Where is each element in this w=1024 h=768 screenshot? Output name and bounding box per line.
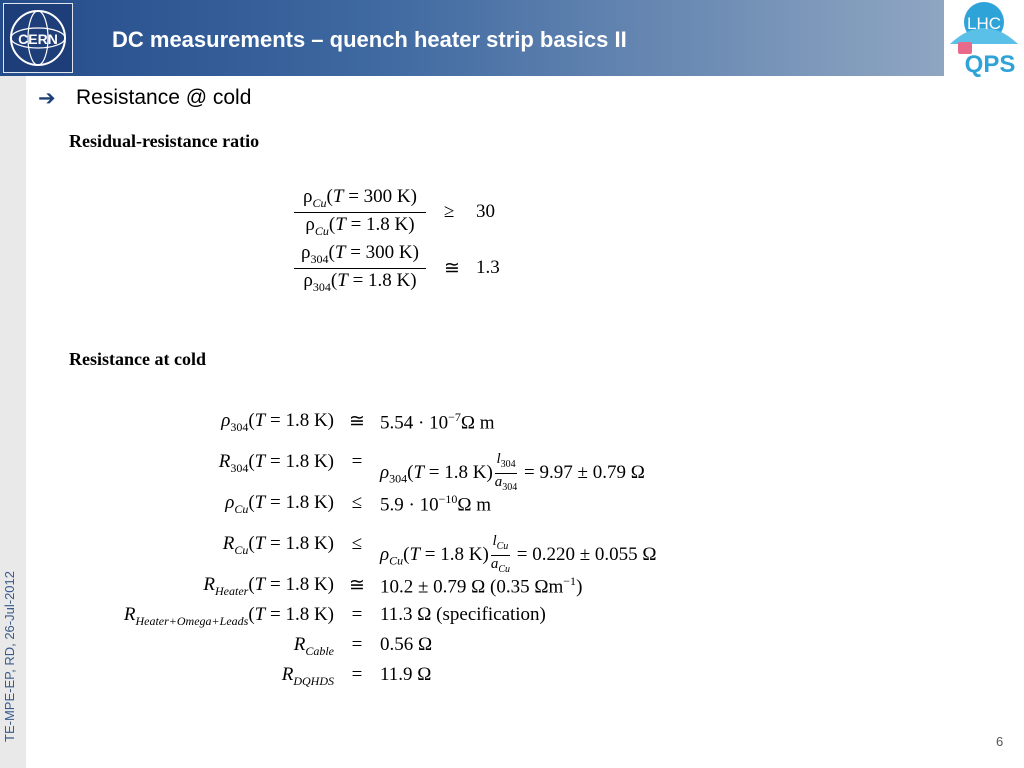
equation-row <box>0 574 1024 604</box>
rrr-304-relation: ≅ <box>444 258 460 279</box>
equation-row <box>0 664 1024 694</box>
equation-rhs: 11.9 Ω <box>380 664 432 685</box>
section-heading-cold: Resistance at cold <box>69 349 206 369</box>
equation-lhs: $R_{Cu}(T = 1.8$ K) <box>222 533 334 557</box>
equation-lhs: $R_{304}(T = 1.8$ K) <box>218 451 334 475</box>
equation-row <box>0 604 1024 634</box>
equation-relation: = <box>351 634 363 655</box>
cern-logo-text: CERN <box>18 31 58 47</box>
equation-lhs: $R_{DQHDS}$ <box>281 664 334 688</box>
bullet-text: Resistance @ cold <box>76 86 252 109</box>
page-number: 6 <box>996 734 1004 749</box>
rrr-304-fraction: $\frac{\rho_{304}(T = 300 K)}{\rho_{304}(T = 1.8 K)}$ <box>294 242 426 295</box>
lhc-logo-text: LHC <box>966 14 1002 33</box>
slide-title: DC measurements – quench heater strip basics II <box>112 27 627 52</box>
arrow-right-icon: ➔ <box>38 87 56 110</box>
equation-row <box>0 451 1024 493</box>
rrr-304-value: 1.3 <box>476 257 500 278</box>
rrr-cu-fraction: $\rho_{Cu}(T = 300$ K) $\rho_{Cu}(T = 1.8$ K) <box>294 186 426 239</box>
equation-row <box>0 533 1024 575</box>
rrr-cu-value: 30 <box>476 201 495 222</box>
section-heading-rrr: Residual-resistance ratio <box>69 131 260 151</box>
equation-rhs: 11.3 Ω (specification) <box>380 604 546 625</box>
equation-relation: ≤ <box>351 492 363 513</box>
lhc-qps-logo <box>944 0 1024 80</box>
equation-relation: = <box>351 451 363 472</box>
equation-rhs: $5.9 \cdot 10^{-10}\Omega$ m <box>380 492 492 516</box>
equation-rhs: $\rho_{304}(T = 1.8$ K) $\frac{l_{304}}{a_{304}}$ = 9.97 ± 0.79 Ω <box>380 451 645 493</box>
equation-lhs: $R_{Cable}$ <box>293 634 334 658</box>
footer-label: TE-MPE-EP, RD, 26-Jul-2012 <box>2 571 17 742</box>
equation-lhs: $R_{Heater}(T = 1.8$ K) <box>203 574 334 598</box>
equation-rhs: $\rho_{Cu}(T = 1.8$ K) $l_{Cu}$ $a_{Cu}$ = 0.220 ± 0.055 Ω <box>380 533 657 575</box>
equation-rhs: $5.54 \cdot 10^{-7}\Omega$ m <box>380 410 495 434</box>
equation-relation: ≤ <box>351 533 363 554</box>
equation-row <box>0 634 1024 664</box>
equation-lhs: $\rho_{304}(T = 1.8$ K) <box>221 410 334 434</box>
equation-rhs: 10.2 ± 0.79 Ω (0.35 $\Omega m^{-1}$) <box>380 574 583 598</box>
equation-lhs: $\rho_{Cu}(T = 1.8$ K) <box>225 492 334 516</box>
equation-row <box>0 492 1024 522</box>
cern-logo <box>3 3 73 73</box>
equation-relation: ≅ <box>349 575 365 596</box>
equation-lhs: $R_{Heater+Omega+Leads}(T = 1.8$ K) <box>123 604 334 628</box>
equation-rhs: 0.56 Ω <box>380 634 433 655</box>
equation-row <box>0 410 1024 440</box>
equation-relation: ≅ <box>349 411 365 432</box>
equation-relation: = <box>351 664 363 685</box>
equation-relation: = <box>351 604 363 625</box>
title-bar <box>0 0 944 76</box>
qps-logo-text: QPS <box>964 51 1016 78</box>
rrr-cu-relation: ≥ <box>444 201 455 222</box>
